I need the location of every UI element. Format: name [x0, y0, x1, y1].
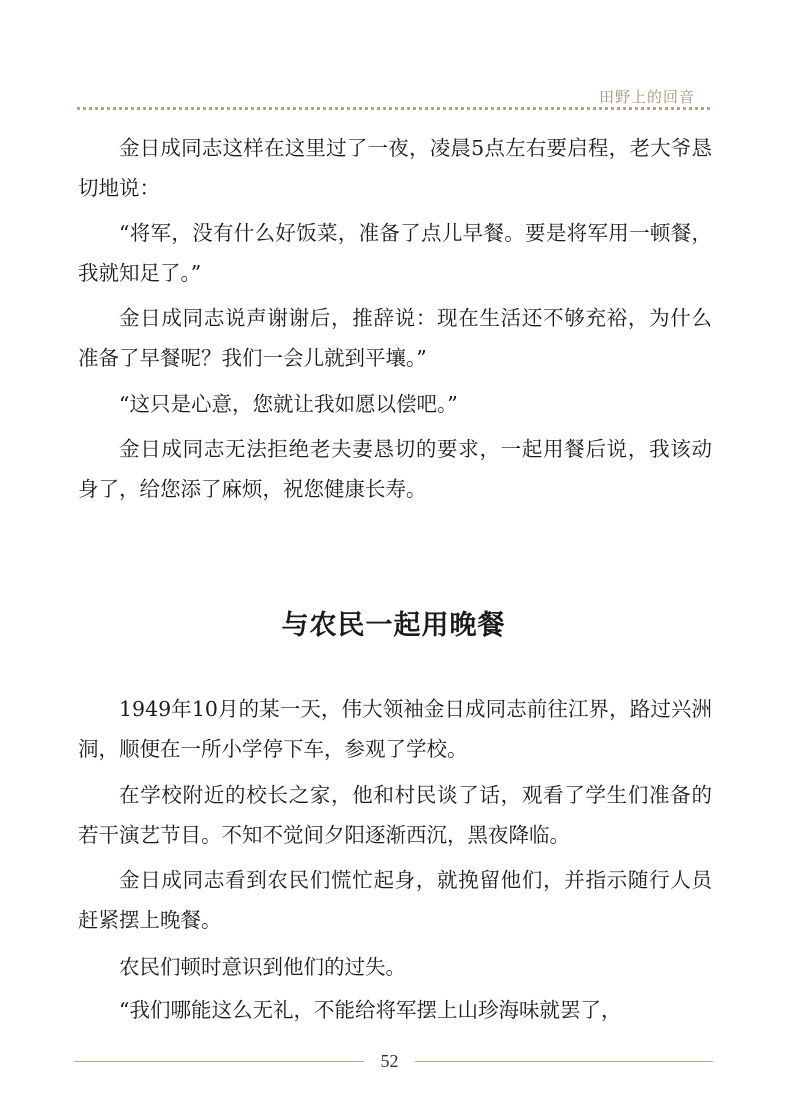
page-number: 52 [380, 1051, 399, 1071]
paragraph: 1949年10月的某一天，伟大领袖金日成同志前往江界，路过兴洲洞，顺便在一所小学停下车，参观了学校。 [78, 697, 712, 761]
paragraph: “我们哪能这么无礼，不能给将军摆上山珍海味就罢了， [119, 998, 622, 1022]
paragraph: 在学校附近的校长之家，他和村民谈了话，观看了学生们准备的若干演艺节目。不知不觉间夕阳逐渐西沉，黑夜降临。 [78, 783, 712, 847]
footer-rule-right [415, 1061, 713, 1062]
paragraph: 金日成同志这样在这里过了一夜，凌晨5点左右要启程，老大爷恳切地说： [78, 136, 712, 200]
paragraph: 金日成同志看到农民们慌忙起身，就挽留他们，并指示随行人员赶紧摆上晚餐。 [78, 868, 712, 932]
footer-rule-left [74, 1061, 364, 1062]
paragraph: 金日成同志说声谢谢后，推辞说：现在生活还不够充裕，为什么准备了早餐呢？我们一会儿就到平壤。” [78, 306, 712, 370]
paragraph: “将军，没有什么好饭菜，准备了点儿早餐。要是将军用一顿餐，我就知足了。” [78, 221, 712, 285]
paragraph: “这只是心意，您就让我如愿以偿吧。” [119, 392, 458, 416]
section-title: 与农民一起用晚餐 [281, 610, 506, 641]
paragraph: 金日成同志无法拒绝老夫妻恳切的要求，一起用餐后说，我该动身了，给您添了麻烦，祝您健康长寿。 [78, 437, 712, 501]
paragraph: 农民们顿时意识到他们的过失。 [119, 955, 406, 979]
header-dotted-rule [77, 107, 710, 110]
running-head: 田野上的回音 [598, 88, 695, 106]
